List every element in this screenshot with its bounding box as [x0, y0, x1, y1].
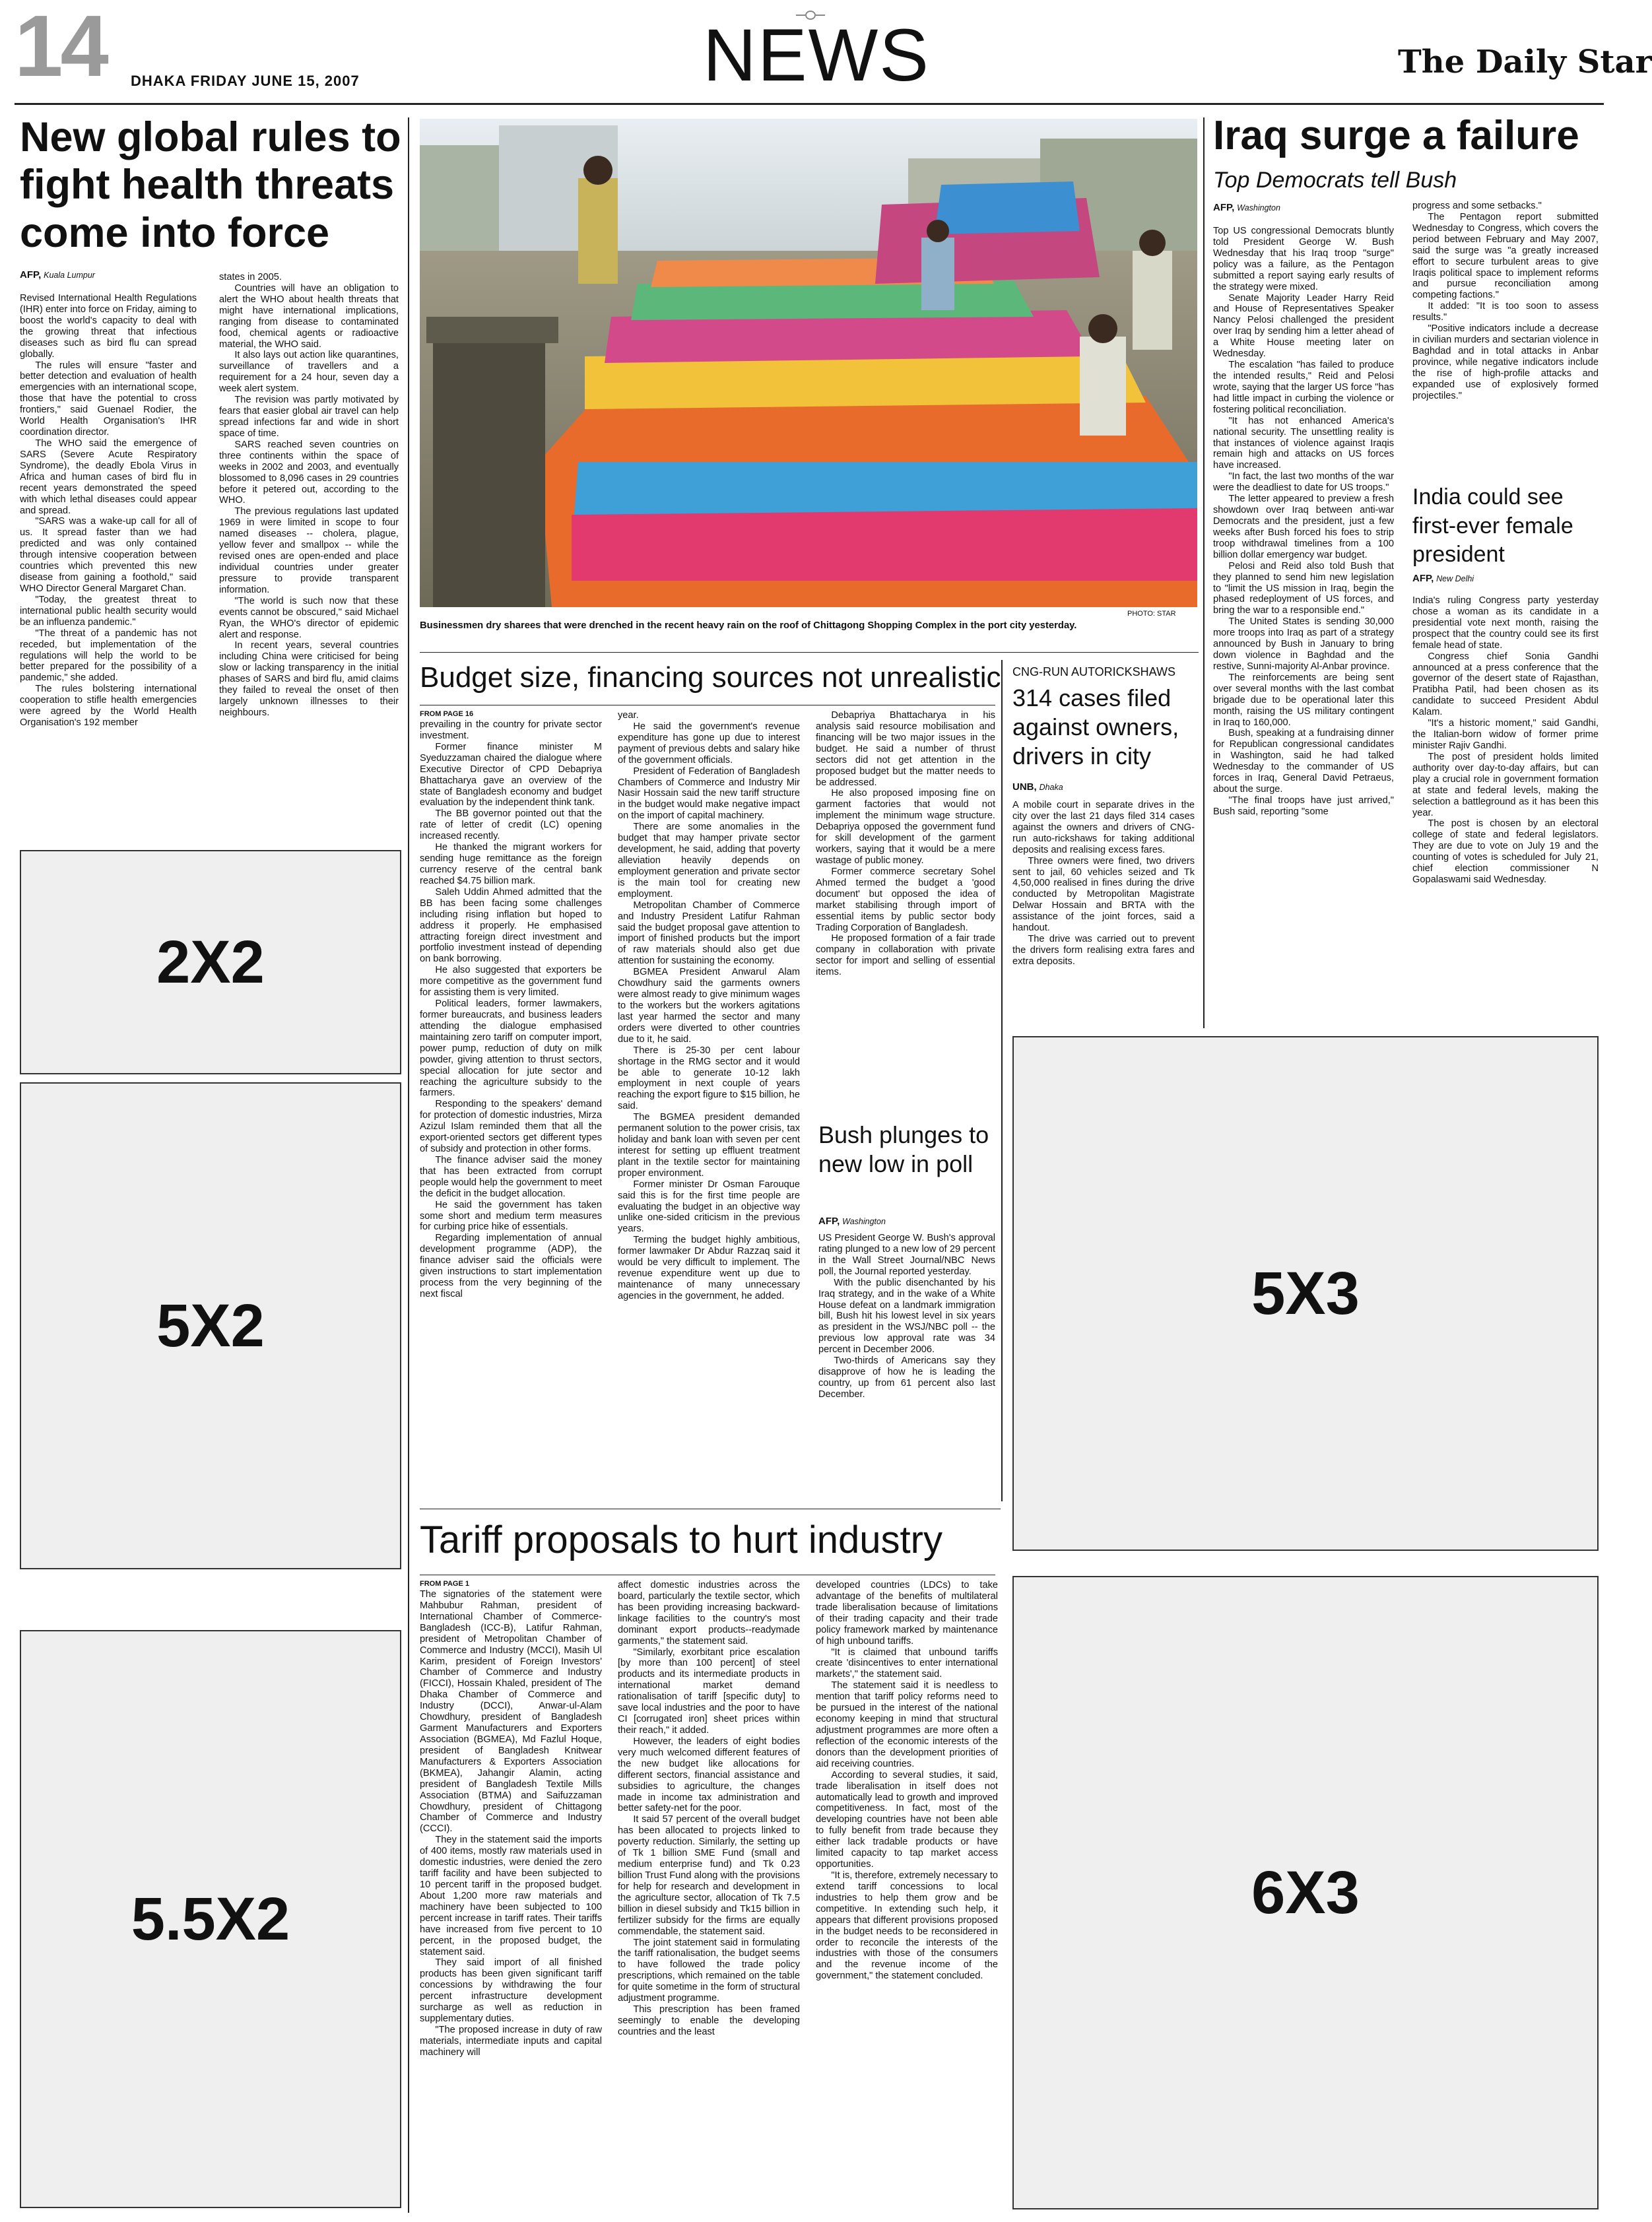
paragraph: Former minister Dr Osman Farouque said this is for the first time people are evaluating the budget in an objective way unlike one-sided criticism in the previous years. [618, 1179, 800, 1235]
paragraph: Two-thirds of Americans say they disapprove of how he is leading the country, up from 61 percent also last December. [818, 1356, 995, 1400]
paragraph: The finance adviser said the money that has been extracted from corrupt people would help the government to meet the deficit in the budget allocation. [420, 1154, 602, 1199]
paragraph: Congress chief Sonia Gandhi announced at a press conference that the governor of the desert state of Rajasthan, Pratibha Patil, had been chosen as its candidate to succeed President Abdul Kalam. [1412, 651, 1599, 718]
paragraph: Revised International Health Regulations (IHR) enter into force on Friday, aiming to boost the world's capacity to deal with the growing threat that infectious diseases such as bird flu can spread globally. [20, 293, 197, 360]
ad-2x2 [20, 850, 401, 1074]
paragraph: A mobile court in separate drives in the city over the last 21 days filed 314 cases against the owners and drivers of CNG-run auto-rickshaws for taking additional deposits and realising excess fares. [1012, 800, 1195, 855]
paragraph: India's ruling Congress party yesterday chose a woman as its candidate in a presidential vote next month, raising the prospect that the country could see its first female head of state. [1412, 595, 1599, 651]
paragraph: Former commerce secretary Sohel Ahmed termed the budget a 'good document' but opposed the idea of market stabilising through import of essential items by public sector body Trading Corporation of Bangladesh. [816, 866, 995, 933]
paragraph: There are some anomalies in the budget that may hamper private sector development, he said, adding that poverty alleviation heavily depends on employment generation and private sector is the main tool for creating new employment. [618, 822, 800, 899]
paragraph: "In fact, the last two months of the war were the deadliest to date for US troops." [1213, 471, 1394, 494]
paragraph: progress and some setbacks." [1412, 201, 1542, 211]
india-headline: India could see first-ever female president [1412, 484, 1573, 568]
paragraph: There is 25-30 per cent labour shortage in the RMG sector and it would be able to generate 10-12 lakh employment in next couple of years reaching the export figure to $15 billion, he said. [618, 1045, 800, 1112]
byline-agency: AFP, [1213, 202, 1235, 213]
byline-place: New Delhi [1436, 574, 1474, 583]
paragraph: The statement said it is needless to mention that tariff policy reforms need to be pursued in the interest of the national economy keeping in mind that structural adjustment programmes are more often a reflection of the economic interests of the donors than the development priorities of aid receiving countries. [816, 1680, 998, 1769]
ad-label: 5X3 [1251, 1259, 1360, 1327]
ad-6x3 [1012, 1576, 1599, 2209]
health-headline: New global rules to fight health threats come into force [20, 114, 401, 256]
paragraph: "Positive indicators include a decrease in civilian murders and sectarian violence in Baghdad and in total attacks in Anbar province, while negative indicators include the rise of high-profile attacks and expanded use of explosively formed projectiles." [1412, 323, 1599, 401]
byline-place: Washington [842, 1217, 886, 1226]
paragraph: He also proposed imposing fine on garment factories that would not implement the minimum wage structure. Debapriya opposed the government fund for skill development of the garment workers, saying that it would be a mere wastage of public money. [816, 788, 995, 866]
section-ornament-icon [796, 9, 825, 21]
paragraph: Political leaders, former lawmakers, former bureaucrats, and business leaders attending the dialogue emphasised maintaining zero tariff on computer import, power pump, reduction of duty on milk powder, giving attention to thrust sectors, special allocation for jute sector and reaching the agriculture subsidy to the farmers. [420, 998, 602, 1099]
bush-body [818, 1233, 995, 1503]
cng-headline: 314 cases filed against owners, drivers in city [1012, 684, 1179, 769]
paragraph: It also lays out action like quarantines, surveillance of travellers and a requirement for a 24 hour, seven day a week alert system. [219, 350, 399, 395]
caption-rule [420, 652, 1199, 653]
paragraph: President of Federation of Bangladesh Chambers of Commerce and Industry Mir Nasir Hossain said the new tariff structure in the budget would make negative impact on the import of capital machinery. [618, 766, 800, 822]
paper-logo: The Daily Star [1398, 44, 1652, 81]
sarees-drying-photo [420, 119, 1197, 607]
masthead [0, 0, 1652, 99]
paragraph: "Similarly, exorbitant price escalation [by more than 100 percent] of steel products and its intermediate products in international market demand rationalisation of tariff [specific duty] to save local industries and the poor to have CI [corrugated iron] sheet prices within their reach," it added. [618, 1647, 800, 1736]
paragraph: "It is claimed that unbound tariffs create 'disincentives to enter international markets'," the statement said. [816, 1647, 998, 1680]
iraq-headline: Iraq surge a failure [1213, 113, 1579, 158]
paragraph: Top US congressional Democrats bluntly told President George W. Bush Wednesday that his Iraq troop "surge" policy was a failure, as the Pentagon submitted a report saying early results of the strategy were mixed. [1213, 226, 1394, 292]
paragraph: year. [618, 710, 639, 721]
paragraph: The drive was carried out to prevent the drivers form realising extra fares and extra deposits. [1012, 934, 1195, 967]
paragraph: With the public disenchanted by his Iraq strategy, and in the wake of a White House defeat on a landmark immigration bill, Bush hit his lowest level in six years as president in the WSJ/NBC poll -- the previous low approval rate was 34 percent in December 2006. [818, 1277, 995, 1356]
paragraph: Senate Majority Leader Harry Reid and House of Representatives Speaker Nancy Pelosi challenged the president over Iraq by sending him a letter ahead of a White House meeting later on Wednesday. [1213, 292, 1394, 360]
paragraph: developed countries (LDCs) to take advantage of the benefits of multilateral trade liberalisation because of limitations of their trading capacity and their trade policy framework marked by maintenance of high unbound tariffs. [816, 1580, 998, 1647]
health-col-2 [219, 272, 399, 821]
tariff-col-2 [618, 1580, 800, 2211]
paragraph: The escalation "has failed to produce the intended results," Reid and Pelosi wrote, saying that the larger US force "has had little impact in curbing the violence or fostering political reconciliation. [1213, 360, 1394, 415]
paragraph: The previous regulations last updated 1969 in were limited in scope to four named diseases -- cholera, plague, yellow fever and smallpox -- while the revised ones are open-ended and place individual countries under greater pressure to provide transparent information. [219, 506, 399, 595]
health-byline [20, 269, 95, 280]
paragraph: The United States is sending 30,000 more troops into Iraq as part of a strategy announced by Bush in January to bring down violence in Baghdad and the restive, Sunni-majority Al-Anbar province. [1213, 616, 1394, 672]
photo-caption: Businessmen dry sharees that were drenched in the recent heavy rain on the roof of Chittagong Shopping Complex in the port city yesterday. [420, 620, 1077, 631]
iraq-col-2 [1412, 201, 1599, 459]
paragraph: The BB governor pointed out that the rate of letter of credit (LC) opening increased recently. [420, 808, 602, 842]
cng-kicker: CNG-RUN AUTORICKSHAWS [1012, 665, 1176, 678]
iraq-subhead: Top Democrats tell Bush [1213, 168, 1457, 193]
paragraph: The revision was partly motivated by fears that easier global air travel can help spread infections far and wide in short space of time. [219, 395, 399, 439]
page-number: 14 [15, 0, 106, 94]
paragraph: SARS reached seven countries on three continents within the space of weeks in 2002 and 2003, and eventually blossomed to 8,096 cases in 29 countries before it petered out, according to the WHO. [219, 439, 399, 506]
ad-5x2 [20, 1082, 401, 1569]
paragraph: "The world is such now that these events cannot be obscured," said Michael Ryan, the WHO's director of epidemic alert and response. [219, 595, 399, 640]
paragraph: He also suggested that exporters be more competitive as the government fund for assisting them is very limited. [420, 965, 602, 998]
paragraph: "The proposed increase in duty of raw materials, intermediate inputs and capital machinery will [420, 2024, 602, 2058]
ad-label: 6X3 [1251, 1858, 1360, 1926]
iraq-col-1 [1213, 226, 1394, 1011]
ad-label: 5X2 [156, 1291, 265, 1359]
photo-credit: PHOTO: STAR [1127, 610, 1176, 618]
byline-place: Kuala Lumpur [44, 271, 95, 280]
ad-label: 2X2 [156, 928, 265, 996]
paragraph: The post of president holds limited authority over day-to-day affairs, but can play a crucial role in government formation at state and federal levels, making the selection a battleground as it has been this year. [1412, 751, 1599, 818]
ad-label: 5.5X2 [131, 1885, 290, 1953]
dateline: DHAKA FRIDAY JUNE 15, 2007 [131, 73, 360, 89]
byline-place: Washington [1237, 203, 1280, 212]
paragraph: "It has not enhanced America's national security. The unsettling reality is that instances of violence against Iraqis remain high and attacks on US forces have increased. [1213, 415, 1394, 471]
paragraph: This prescription has been framed seemingly to enable the developing countries and the least [618, 2004, 800, 2037]
ad-5x3 [1012, 1036, 1599, 1551]
paragraph: "It's a historic moment," said Gandhi, the Italian-born widow of former prime minister Rajiv Gandhi. [1412, 718, 1599, 751]
paragraph: The WHO said the emergence of SARS (Severe Acute Respiratory Syndrome), the deadly Ebola Virus in Africa and human cases of bird flu in recent years demonstrated the speed with which lethal diseases could appear and spread. [20, 438, 197, 516]
india-body [1412, 595, 1599, 1018]
tariff-col-1 [420, 1589, 602, 2211]
budget-col-2 [618, 710, 800, 1495]
paragraph: It added: "It is too soon to assess results." [1412, 301, 1599, 323]
paragraph: Bush, speaking at a fundraising dinner for Republican congressional candidates in Washington, said he had talked Wednesday to the commander of US forces in Iraq, General David Petraeus, about the surge. [1213, 728, 1394, 795]
paragraph: However, the leaders of eight bodies very much welcomed different features of the new budget like allocations for different sectors, financial assistance and subsidies to agriculture, the changes made in income tax administration and better safety-net for the poor. [618, 1736, 800, 1814]
paragraph: The rules will ensure "faster and better detection and evaluation of health emergencies with an international scope, those that have the potential to cross frontiers," said Guenael Rodier, the World Health Organisation's IHR coordination director. [20, 360, 197, 438]
paragraph: He thanked the migrant workers for sending huge remittance as the foreign currency reserve of the central bank reached $4.75 billion mark. [420, 842, 602, 886]
paragraph: affect domestic industries across the board, particularly the textile sector, which has been providing increasing backward-linkage facilities to the country's most dominant export products--readymade garments," the statement said. [618, 1580, 800, 1647]
paragraph: Former finance minister M Syeduzzaman chaired the dialogue where Executive Director of CPD Debapriya Bhattacharya gave an overview of the state of Bangladesh economy and budget evaluation by the independent think tank. [420, 741, 602, 808]
paragraph: US President George W. Bush's approval rating plunged to a new low of 29 percent in the Wall Street Journal/NBC News poll, the Journal reported yesterday. [818, 1233, 995, 1277]
news-photo [420, 119, 1197, 607]
byline-agency: AFP, [1412, 573, 1434, 584]
ad-5-5x2 [20, 1630, 401, 2208]
budget-col-3 [816, 710, 995, 1053]
paragraph: Responding to the speakers' demand for protection of domestic industries, Mirza Azizul Islam reminded them that all the export-oriented sectors get different types of subsidy and protection in other forms. [420, 1099, 602, 1155]
paragraph: BGMEA President Anwarul Alam Chowdhury said the garments owners were almost ready to give minimum wages to the workers but the workers agitations last year harmed the sector and many orders were diverted to other countries due to it, he said. [618, 967, 800, 1045]
paragraph: The reinforcements are being sent over several months with the last combat brigade due to be operational later this month, raising the US military contingent in Iraq to 160,000. [1213, 672, 1394, 728]
paragraph: They said import of all finished products has been given significant tariff concessions by withdrawing the four percent infrastructure development surcharge as well as reduction in supplementary duties. [420, 1957, 602, 2025]
paragraph: Terming the budget highly ambitious, former lawmaker Dr Abdur Razzaq said it would be very difficult to implement. The revenue expenditure went up due to maintenance of many unnecessary agencies in the government, he added. [618, 1235, 800, 1301]
byline-agency: AFP, [818, 1216, 840, 1227]
cng-body [1012, 800, 1195, 1024]
paragraph: In recent years, several countries including China were criticised for being slow or lacking transparency in the initial phases of SARS and bird flu, amid claims they failed to reveal the onset of then largely unknown illnesses to their neighbours. [219, 640, 399, 718]
paragraph: He proposed formation of a fair trade company in collaboration with private sector for import and selling of essential items. [816, 933, 995, 978]
paragraph: He said the government has taken some short and medium term measures for curbing price hike of essentials. [420, 1199, 602, 1233]
paragraph: Regarding implementation of annual development programme (ADP), the finance adviser said the officials were given instructions to start implementation process from the very beginning of the next fiscal [420, 1233, 602, 1300]
byline-place: Dhaka [1039, 783, 1063, 792]
budget-from-page: FROM PAGE 16 [420, 710, 474, 718]
paragraph: Countries will have an obligation to alert the WHO about health threats that might have international implications, ranging from disease to contaminated food, chemical agents or radioactive material, the WHO said. [219, 282, 399, 350]
paragraph: The rules bolstering international cooperation to stifle health emergencies were agreed by the World Health Organisation's 192 member [20, 684, 197, 729]
paragraph: Pelosi and Reid also told Bush that they planned to send him new legislation to "limit the US mission in Iraq, begin the phased redeployment of US forces, and bring the war to a responsible end." [1213, 560, 1394, 616]
india-byline [1412, 573, 1474, 584]
health-col-1 [20, 293, 197, 828]
iraq-byline [1213, 202, 1280, 213]
budget-headline: Budget size, financing sources not unrealistic [420, 661, 1001, 694]
paragraph: They in the statement said the imports of 400 items, mostly raw materials used in domestic industries, were denied the zero tariff facility and have been subjected to 10 percent tariff in the proposed budget. About 1,200 more raw materials and machinery have been subjected to 100 percent increase in tariff rates. Their tariffs have increased from five percent to 10 percent, in the proposed budget, the statement said. [420, 1835, 602, 1957]
paragraph: "The final troops have just arrived," Bush said, reporting "some [1213, 795, 1394, 817]
tariff-headline: Tariff proposals to hurt industry [420, 1519, 942, 1561]
paragraph: Three owners were fined, two drivers sent to jail, 60 vehicles seized and Tk 4,50,000 realised in fines during the drive conducted by Metropolitan Magistrate Delwar Hossain and BRTA with the assistance of the joint forces, said a handout. [1012, 855, 1195, 934]
column-rule [1001, 660, 1003, 1501]
paragraph: The BGMEA president demanded permanent solution to the power crisis, tax holiday and bank loan with seven per cent interest for setting up effluent treatment plant in the textile sector for maintaining proper environment. [618, 1112, 800, 1179]
paragraph: The letter appeared to preview a fresh showdown over Iraq between anti-war Democrats and the president, just a few weeks after Bush forced his foes to strip troop withdrawal timelines from a 100 billion dollar emergency war budget. [1213, 494, 1394, 560]
paragraph: Metropolitan Chamber of Commerce and Industry President Latifur Rahman said the budget proposal gave attention to import of finished products but the import of raw materials should also get due attention for sustaining the economy. [618, 899, 800, 967]
tariff-col-3 [816, 1580, 998, 2211]
paragraph: prevailing in the country for private sector investment. [420, 719, 602, 741]
paragraph: The Pentagon report submitted Wednesday to Congress, which covers the period between February and May 2007, said the surge was "a greatly increased effort to secure turbulent areas to give Iraqis political space to implement reforms and pursue reconciliation among competing factions." [1412, 211, 1599, 301]
paragraph: "The threat of a pandemic has not receded, but implementation of the regulations will help the world to be better prepared for the possibility of a pandemic," she added. [20, 628, 197, 684]
tariff-from-page: FROM PAGE 1 [420, 1580, 469, 1588]
byline-agency: AFP, [20, 269, 42, 280]
column-rule [408, 117, 409, 2213]
paragraph: The signatories of the statement were Mahbubur Rahman, president of International Chamber of Commerce-Bangladesh (ICC-B), Latifur Rahman, president of Metropolitan Chamber of Commerce and Industry (MCCI), Masih Ul Karim, president of Foreign Investors' Chamber of Commerce and Industry (FICCI), Hossain Khaled, president of The Dhaka Chamber of Commerce and Industry (DCCI), Anwar-ul-Alam Chowdhury, president of Bangladesh Garment Manufacturers and Exporters Association (BGMEA), Md Fazlul Hoque, president of Bangladesh Knitwear Manufacturers & Exporters Association (BKMEA), Jahangir Alamin, acting president of Bangladesh Textile Mills Association (BTMA) and Saifuzzaman Chowdhury, president of Chittagong Chamber of Commerce and Industry (CCCI). [420, 1589, 602, 1835]
paragraph: "SARS was a wake-up call for all of us. It spread faster than we had predicted and was only contained through intensive cooperation between countries which prevented this new disease from gaining a foothold," said WHO Director General Margaret Chan. [20, 516, 197, 594]
paragraph: states in 2005. [219, 272, 282, 282]
paragraph: The joint statement said in formulating the tariff rationalisation, the budget seems to have followed the trade policy prescriptions, which remained on the table for quite sometime in the form of structural adjustment programme. [618, 1937, 800, 2004]
paragraph: "Today, the greatest threat to international public health security would be an influenza pandemic." [20, 594, 197, 628]
masthead-rule [15, 103, 1604, 105]
paragraph: Debapriya Bhattacharya in his analysis said resource mobilisation and financing will be two major issues in the budget. He said a number of thrust sectors did not get attention in the proposed budget but the matter needs to be addressed. [816, 710, 995, 788]
bush-byline [818, 1216, 886, 1227]
paragraph: Saleh Uddin Ahmed admitted that the BB has been facing some challenges including rising inflation but hoped to address it properly. He emphasised attracting foreign direct investment and portfolio investment instead of depending on bank borrowing. [420, 886, 602, 965]
bush-headline: Bush plunges to new low in poll [818, 1121, 989, 1177]
paragraph: "It is, therefore, extremely necessary to extend tariff concessions to local industries to help them grow and be competitive. In extending such help, it appears that different provisions proposed in the budget needs to be reconsidered in order to reconcile the interests of the industries with those of the consumers and the revenue income of the government," the statement concluded. [816, 1870, 998, 1982]
paragraph: The post is chosen by an electoral college of state and federal legislators. They are due to vote on July 19 and the counting of votes is scheduled for July 21, chief election commissioner N Gopalaswami said Wednesday. [1412, 818, 1599, 886]
paragraph: It said 57 percent of the overall budget has been allocated to projects linked to poverty reduction. Similarly, the setting up of Tk 1 billion SME Fund (small and medium enterprise fund) and Tk 0.23 billion Trust Fund along with the provisions for help for research and development in the agriculture sector, allocation of Tk 7.5 billion in diesel subsidy and Tk15 billion in fertilizer subsidy for the firms are equally commendable, the statement said. [618, 1814, 800, 1937]
budget-col-1 [420, 719, 602, 1498]
byline-agency: UNB, [1012, 781, 1037, 793]
section-title: NEWS [703, 14, 930, 96]
cng-byline [1012, 781, 1063, 793]
paragraph: According to several studies, it said, trade liberalisation in itself does not automatically lead to growth and improved competitiveness. In fact, most of the developing countries have not been able to fully benefit from trade because they either lack tradable products or have limited capacity to tap market access opportunities. [816, 1769, 998, 1870]
paragraph: He said the government's revenue expenditure has gone up due to interest payment of previous debts and salary hike of the government officials. [618, 721, 800, 766]
column-rule [1203, 117, 1205, 1028]
